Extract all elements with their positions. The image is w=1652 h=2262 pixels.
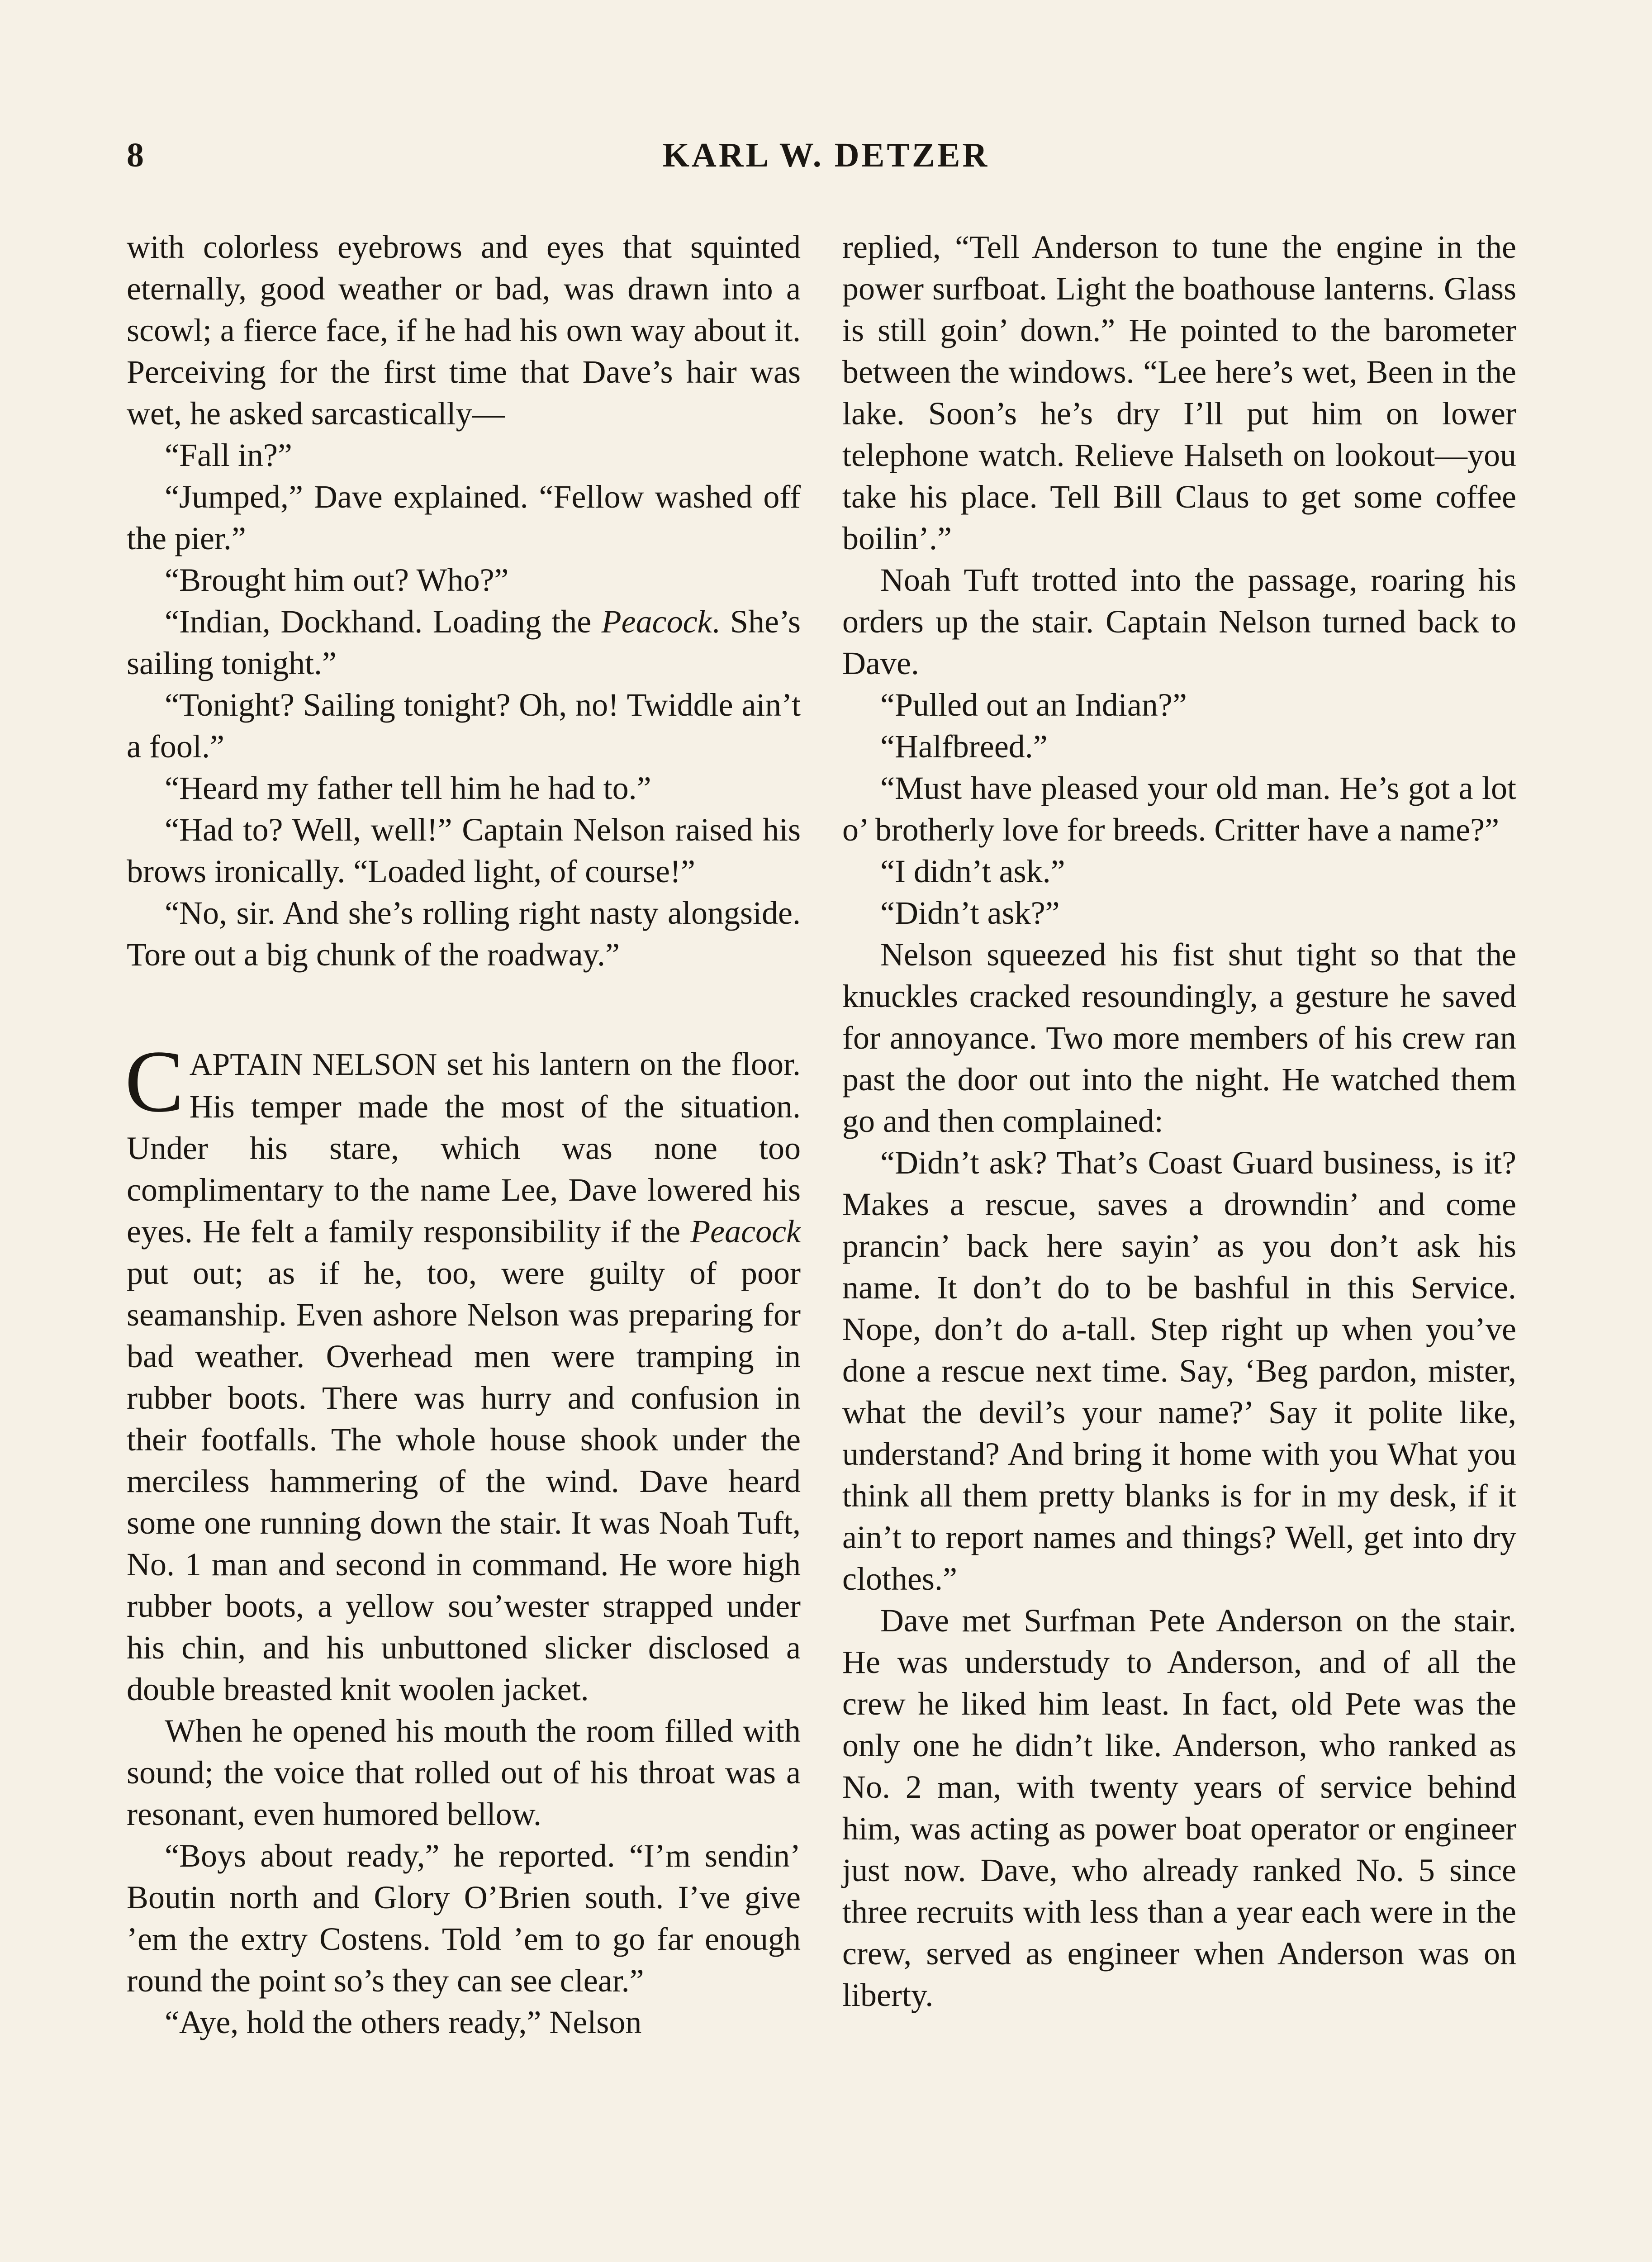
paragraph: “I didn’t ask.”: [880, 853, 1065, 889]
paragraph: “Brought him out? Who?”: [165, 562, 509, 598]
paragraph: “Had to? Well, well!” Captain Nelson raised his brows ironically. “Loaded light, of course!”: [127, 812, 801, 889]
page-header: [127, 136, 1525, 185]
paragraph: “Jumped,” Dave explained. “Fellow washed off the pier.”: [127, 479, 801, 556]
text-run: put out; as if he, too, were guilty of poor seamanship. Even ashore Nelson was preparing for bad weather. Overhead men were tramping in rubber boots. There was hurry and confusion in their footfalls. The whole house shook under the merciless hammering of the wind. Dave heard some one running down the stair. It was Noah Tuft, No. 1 man and second in command. He wore high rubber boots, a yellow sou’wester strapped under his chin, and his unbuttoned slicker disclosed a double breasted knit woolen jacket.: [127, 1255, 801, 1707]
paragraph: “Didn’t ask?”: [880, 895, 1060, 931]
paragraph: “Fall in?”: [165, 437, 292, 473]
paragraph: Nelson squeezed his fist shut tight so that the knuckles cracked resoundingly, a gesture he saved for annoyance. Two more members of his crew ran past the door out into the night. He watched them go and then complained:: [842, 936, 1516, 1139]
small-caps-lead: APTAIN NELSON: [189, 1047, 437, 1082]
text-run: set his lantern on the floor. His temper made the most of the situation. Under his stare, which was none too complimentary to the name Lee, Dave lowered his eyes. He felt a family responsibility if the: [127, 1046, 801, 1250]
section-opening-paragraph: [125, 1032, 801, 1710]
text-run: . She’s sailing tonight.”: [127, 604, 801, 681]
paragraph: “Heard my father tell him he had to.”: [165, 770, 651, 806]
paragraph: “Halfbreed.”: [880, 728, 1048, 765]
paragraph: “Boys about ready,” he reported. “I’m sendin’ Boutin north and Glory O’Brien south. I’ve give ’em the extry Costens. Told ’em to go far enough round the point so’s they can see clear.”: [127, 1838, 801, 1999]
paragraph: “Didn’t ask? That’s Coast Guard business, is it? Makes a rescue, saves a drowndin’ and come prancin’ back here sayin’ as you don’t ask his name. It don’t do to be bashful in this Service. Nope, don’t do a-tall. Step right up when you’ve done a rescue next time. Say, ‘Beg pardon, mister, what the devil’s your name?’ Say it polite like, understand? And bring it home with you What you think all them pretty blanks is for in my desk, if it ain’t to report names and things? Well, get into dry clothes.”: [842, 1145, 1516, 1597]
ship-name: Peacock: [601, 604, 712, 640]
right-column: [842, 226, 1516, 2016]
paragraph: “Tonight? Sailing tonight? Oh, no! Twiddle ain’t a fool.”: [127, 687, 801, 765]
drop-cap: C: [125, 1032, 184, 1131]
paragraph: [127, 601, 801, 684]
paragraph: “Aye, hold the others ready,” Nelson: [165, 2004, 642, 2040]
page-number: 8: [127, 136, 144, 174]
paragraph: “No, sir. And she’s rolling right nasty alongside. Tore out a big chunk of the roadway.”: [127, 895, 801, 973]
paragraph: When he opened his mouth the room filled with sound; the voice that rolled out of his throat was a resonant, even humored bellow.: [127, 1713, 801, 1832]
paragraph: “Pulled out an Indian?”: [880, 687, 1187, 723]
paragraph: replied, “Tell Anderson to tune the engine in the power surfboat. Light the boathouse lanterns. Glass is still goin’ down.” He pointed to the barometer between the windows. “Lee here’s wet, Been in the lake. Soon’s he’s dry I’ll put him on lower telephone watch. Relieve Halseth on lookout—you take his place. Tell Bill Claus to get some coffee boilin’.”: [842, 229, 1516, 556]
running-head: KARL W. DETZER: [662, 136, 990, 174]
paragraph: with colorless eyebrows and eyes that squinted eternally, good weather or bad, was drawn into a scowl; a fierce face, if he had his own way about it. Perceiving for the first time that Dave’s hair was wet, he asked sarcastically—: [127, 229, 801, 432]
ship-name: Peacock: [690, 1213, 801, 1250]
paragraph: Noah Tuft trotted into the passage, roaring his orders up the stair. Captain Nelson turned back to Dave.: [842, 562, 1516, 681]
paragraph: Dave met Surfman Pete Anderson on the stair. He was understudy to Anderson, and of all the crew he liked him least. In fact, old Pete was the only one he didn’t like. Anderson, who ranked as No. 2 man, with twenty years of service behind him, was acting as power boat operator or engineer just now. Dave, who already ranked No. 5 since three recruits with less than a year each were in the crew, served as engineer when Anderson was on liberty.: [842, 1602, 1516, 2013]
text-run: “Indian, Dockhand. Loading the: [165, 604, 602, 640]
paragraph: “Must have pleased your old man. He’s got a lot o’ brotherly love for breeds. Critter have a name?”: [842, 770, 1516, 848]
left-column: [127, 226, 801, 2043]
section-break: [127, 975, 801, 1043]
